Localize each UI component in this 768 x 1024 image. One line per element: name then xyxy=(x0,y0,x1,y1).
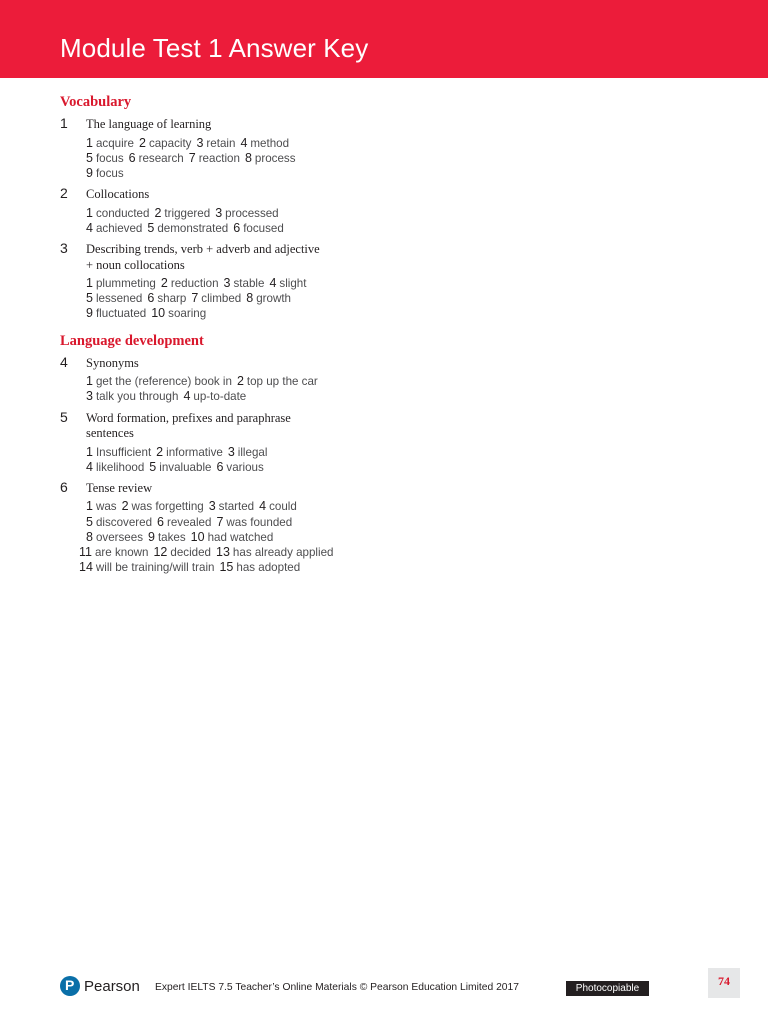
answer-text: revealed xyxy=(166,515,212,529)
answer-text: sharp xyxy=(157,292,187,306)
answer-line xyxy=(86,221,380,236)
answer-text: retain xyxy=(206,136,236,150)
answer-number: 2 xyxy=(160,276,168,291)
answer-text: process xyxy=(254,151,296,165)
answer-item xyxy=(269,276,306,291)
answer-item xyxy=(161,276,219,291)
exercise-title xyxy=(86,481,380,497)
answer-number: 5 xyxy=(86,291,93,306)
exercise xyxy=(60,408,380,475)
answer-line xyxy=(86,460,380,475)
exercise-title-line: sentences xyxy=(86,426,134,441)
answer-number: 3 xyxy=(208,499,216,514)
answer-item xyxy=(86,445,151,460)
answer-number: 2 xyxy=(138,135,146,150)
answer-number: 1 xyxy=(86,276,93,291)
answer-number: 1 xyxy=(86,205,93,220)
answer-text: triggered xyxy=(164,206,211,220)
answer-number: 5 xyxy=(149,459,157,474)
exercise-title xyxy=(86,356,380,372)
answer-number: 3 xyxy=(215,205,223,220)
exercise-number: 4 xyxy=(60,353,68,370)
answer-text: achieved xyxy=(95,221,143,235)
answer-item xyxy=(79,560,214,575)
exercise-title-line: Describing trends, verb + adverb and adjective xyxy=(86,242,320,257)
answer-text: was founded xyxy=(226,515,293,529)
answer-item xyxy=(216,460,263,475)
answer-item xyxy=(86,306,146,321)
answer-item xyxy=(151,306,206,321)
answer-text: informative xyxy=(166,445,223,459)
answer-item xyxy=(86,276,156,291)
answer-number: 3 xyxy=(223,276,231,291)
exercise-number: 1 xyxy=(60,115,68,131)
answer-number: 5 xyxy=(147,220,155,235)
answer-item xyxy=(156,445,223,460)
answer-text: started xyxy=(218,500,255,514)
answer-number: 4 xyxy=(259,499,267,514)
answer-number: 10 xyxy=(151,306,166,321)
answer-item xyxy=(86,166,124,181)
photocopiable-badge: Photocopiable xyxy=(566,981,649,996)
answer-text: acquire xyxy=(95,136,134,150)
exercise xyxy=(60,353,380,405)
answer-item xyxy=(153,545,211,560)
answer-text: demonstrated xyxy=(157,221,229,235)
answer-number: 2 xyxy=(121,499,129,514)
answer-item xyxy=(219,560,300,575)
answer-text: plummeting xyxy=(95,277,156,291)
answer-item xyxy=(86,374,232,389)
answer-item xyxy=(216,515,292,530)
page-number: 74 xyxy=(708,968,740,998)
answer-line xyxy=(86,151,380,166)
answer-text: focus xyxy=(95,151,124,165)
exercise-title-line: Collocations xyxy=(86,187,150,202)
exercise-title xyxy=(86,411,380,442)
answer-number: 3 xyxy=(86,389,93,404)
answer-item xyxy=(122,499,204,514)
answer-number: 6 xyxy=(128,150,136,165)
answer-text: invaluable xyxy=(159,460,212,474)
answer-item xyxy=(215,206,278,221)
answer-item xyxy=(183,389,246,404)
answer-text: capacity xyxy=(148,136,192,150)
answer-item xyxy=(147,221,228,236)
answer-text: get the (reference) book in xyxy=(95,375,232,389)
answer-item xyxy=(246,291,291,306)
answer-text: processed xyxy=(225,206,279,220)
pearson-wordmark: Pearson xyxy=(84,978,140,995)
answer-number: 6 xyxy=(157,514,164,529)
answer-item xyxy=(86,221,142,236)
answer-item xyxy=(86,530,143,545)
answer-item xyxy=(129,151,184,166)
answer-text: slight xyxy=(279,277,307,291)
answer-item xyxy=(86,206,149,221)
section-heading: Language development xyxy=(60,332,204,349)
answer-number: 8 xyxy=(86,529,93,544)
answer-number: 7 xyxy=(191,291,199,306)
page-title: Module Test 1 Answer Key xyxy=(60,33,369,63)
exercise-title-line: Word formation, prefixes and paraphrase xyxy=(86,410,291,425)
answer-number: 1 xyxy=(86,499,93,514)
footer xyxy=(60,972,750,1002)
exercise-title-line: + noun collocations xyxy=(86,257,185,272)
answer-text: oversees xyxy=(95,530,143,544)
exercise-title-line: Synonyms xyxy=(86,355,139,370)
answer-text: reduction xyxy=(170,277,219,291)
answer-item xyxy=(86,389,178,404)
answer-line xyxy=(79,560,380,575)
answer-text: has adopted xyxy=(236,561,301,575)
answer-item xyxy=(259,499,297,514)
exercise-title xyxy=(86,242,380,273)
exercise-title xyxy=(86,187,380,203)
answer-line xyxy=(86,306,380,321)
answer-number: 5 xyxy=(86,150,93,165)
answer-item xyxy=(233,221,284,236)
answer-text: lessened xyxy=(95,292,143,306)
answer-item xyxy=(228,445,268,460)
answer-text: up-to-date xyxy=(193,390,247,404)
answer-text: will be training/will train xyxy=(95,561,215,575)
answer-number: 7 xyxy=(216,514,224,529)
answer-item xyxy=(86,151,124,166)
answer-number: 14 xyxy=(79,560,93,575)
answer-text: discovered xyxy=(95,515,153,529)
answer-item xyxy=(149,460,211,475)
answer-item xyxy=(157,515,211,530)
answer-number: 10 xyxy=(190,529,205,544)
exercise-number: 2 xyxy=(60,185,68,202)
answer-number: 13 xyxy=(216,545,230,560)
answer-text: was forgetting xyxy=(131,500,204,514)
exercise xyxy=(60,242,380,322)
answer-number: 15 xyxy=(219,560,234,575)
answer-number: 9 xyxy=(86,165,93,180)
answer-number: 2 xyxy=(154,205,162,220)
answer-line xyxy=(86,136,380,151)
exercise-number: 6 xyxy=(60,478,68,495)
answer-number: 3 xyxy=(196,135,204,150)
answer-number: 4 xyxy=(86,220,93,235)
answer-item xyxy=(191,530,274,545)
answer-key-content xyxy=(60,92,380,575)
answer-number: 6 xyxy=(233,220,241,235)
answer-text: fluctuated xyxy=(95,307,147,321)
answer-number: 5 xyxy=(86,514,93,529)
answer-number: 2 xyxy=(156,444,164,459)
copyright-text: Expert IELTS 7.5 Teacher’s Online Materials © Pearson Education Limited 2017 xyxy=(155,982,519,993)
answer-number: 4 xyxy=(183,389,191,404)
answer-text: reaction xyxy=(198,151,240,165)
answer-number: 11 xyxy=(79,545,92,560)
answer-item xyxy=(154,206,210,221)
answer-number: 4 xyxy=(86,459,93,474)
answer-text: illegal xyxy=(237,445,268,459)
answer-line xyxy=(86,530,380,545)
answer-item xyxy=(139,136,191,151)
answer-number: 2 xyxy=(236,374,244,389)
answer-item xyxy=(196,136,235,151)
answer-item xyxy=(191,291,241,306)
answer-number: 6 xyxy=(216,459,224,474)
answer-number: 6 xyxy=(147,291,155,306)
answer-item xyxy=(86,136,134,151)
answer-item xyxy=(216,545,333,560)
answer-number: 4 xyxy=(240,135,248,150)
answer-number: 8 xyxy=(244,150,252,165)
answer-text: focus xyxy=(95,166,124,180)
answer-item xyxy=(86,291,142,306)
answer-text: climbed xyxy=(201,292,242,306)
answer-item xyxy=(209,499,254,514)
answer-text: are known xyxy=(94,546,149,560)
answer-item xyxy=(79,545,148,560)
answer-text: could xyxy=(269,500,297,514)
answer-text: research xyxy=(138,151,184,165)
exercise-title-line: The language of learning xyxy=(86,117,212,131)
answer-item xyxy=(86,499,117,514)
answer-line xyxy=(86,499,380,514)
answer-item xyxy=(245,151,296,166)
answer-text: has already applied xyxy=(232,546,334,560)
answer-text: takes xyxy=(157,530,186,544)
exercise xyxy=(60,117,380,181)
answer-text: Insufficient xyxy=(95,445,152,459)
answer-number: 1 xyxy=(86,135,93,150)
answer-line xyxy=(86,389,380,404)
answer-line xyxy=(86,291,380,306)
answer-number: 1 xyxy=(86,374,93,389)
exercise-number: 3 xyxy=(60,240,68,257)
exercise-title xyxy=(86,117,380,133)
answer-text: top up the car xyxy=(246,375,318,389)
answer-line xyxy=(79,545,380,560)
exercise-number: 5 xyxy=(60,408,68,425)
answer-item xyxy=(189,151,240,166)
answer-item xyxy=(86,515,152,530)
answer-line xyxy=(86,206,380,221)
answer-text: was xyxy=(95,500,117,514)
answer-line xyxy=(86,276,380,291)
answer-text: focused xyxy=(243,221,284,235)
answer-line xyxy=(86,515,380,530)
answer-item xyxy=(240,136,289,151)
answer-number: 9 xyxy=(86,306,93,321)
answer-text: likelihood xyxy=(95,460,145,474)
answer-number: 9 xyxy=(148,529,155,544)
answer-number: 1 xyxy=(86,444,93,459)
section-heading: Vocabulary xyxy=(60,94,132,110)
answer-text: stable xyxy=(233,277,265,291)
answer-text: method xyxy=(250,136,290,150)
answer-text: soaring xyxy=(168,307,207,321)
answer-line xyxy=(86,374,380,389)
exercise xyxy=(60,478,380,576)
answer-item xyxy=(237,374,318,389)
answer-number: 7 xyxy=(188,150,196,165)
exercise xyxy=(60,187,380,236)
answer-line xyxy=(86,445,380,460)
answer-text: talk you through xyxy=(95,390,179,404)
answer-line xyxy=(86,166,380,181)
answer-item xyxy=(86,460,144,475)
answer-text: various xyxy=(226,460,264,474)
answer-number: 4 xyxy=(269,276,277,291)
answer-number: 12 xyxy=(153,545,168,560)
header-banner xyxy=(0,0,768,78)
exercise-title-line: Tense review xyxy=(86,480,153,495)
answer-text: decided xyxy=(170,546,212,560)
answer-number: 8 xyxy=(246,291,254,306)
answer-item xyxy=(147,291,186,306)
pearson-logo-icon: P xyxy=(60,976,80,996)
answer-text: had watched xyxy=(207,530,274,544)
answer-item xyxy=(148,530,186,545)
answer-number: 3 xyxy=(227,444,235,459)
answer-text: conducted xyxy=(95,206,150,220)
answer-item xyxy=(224,276,265,291)
answer-text: growth xyxy=(256,292,292,306)
